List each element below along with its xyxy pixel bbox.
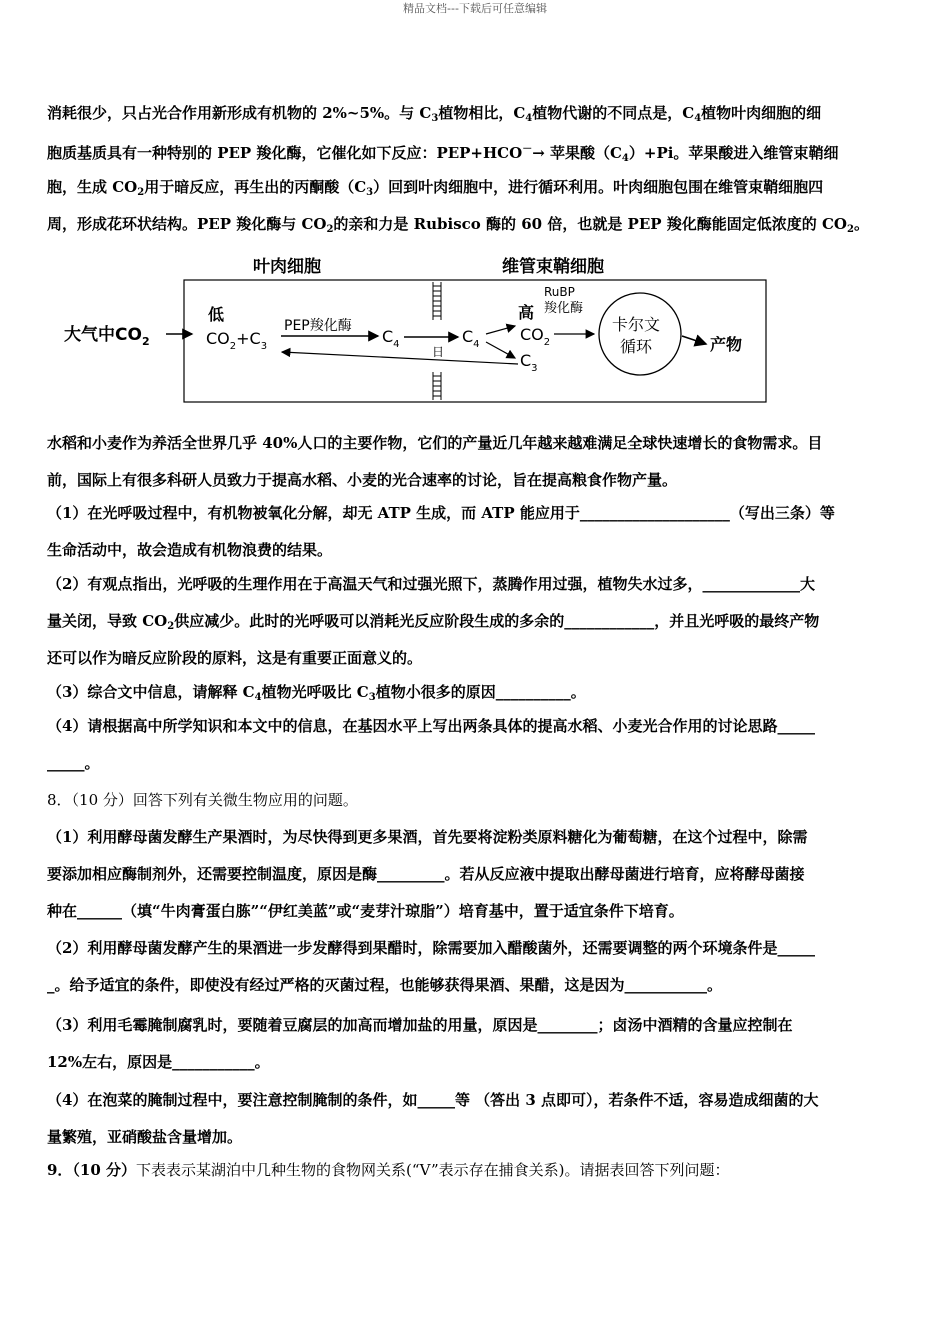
co2-c3-mesophyll: $CO_2+C_3$ bbox=[206, 329, 268, 352]
calvin-label-2: 循环 bbox=[620, 337, 653, 356]
arrow-c3-return bbox=[282, 352, 518, 364]
q8-part2-line-1: （2）利用酵母菌发酵产生的果酒进一步发酵得到果醋时，除需要加入醋酸菌外，还需要调整的两个环境条件是_____ bbox=[47, 939, 815, 957]
intro-line-2: 胞质基质具有一种特别的 PEP 羧化酶，它催化如下反应：PEP+HCO－→ 苹果酸$(C_4)+Pi$。苹果酸进入维管束鞘细 bbox=[47, 144, 839, 164]
label-mesophyll: 叶肉细胞 bbox=[253, 257, 321, 277]
q8-part1-line-1: （1）利用酵母菌发酵生产果酒时，为尽快得到更多果酒，首先要将淀粉类原料糖化为葡萄糖，在这个过程中，除需 bbox=[47, 828, 808, 846]
intro-line-4: 周，形成花环状结构。PEP 羧化酶与 $CO_2$的亲和力是 Rubisco 酶的 60 倍，也就是 PEP 羧化酶能固定低浓度的 $CO_2$。 bbox=[47, 215, 869, 235]
q7-part1-line-2: 生命活动中，故会造成有机物浪费的结果。 bbox=[47, 541, 333, 559]
pep-enzyme-label: PEP羧化酶 bbox=[284, 318, 352, 334]
intro-line-1: 消耗很少，只占光合作用新形成有机物的 2%~5%。与 $C_3$植物相比，$C_4$植物代谢的不同点是，$C_4$植物叶肉细胞的细 bbox=[47, 104, 822, 124]
calvin-label-1: 卡尔文 bbox=[612, 315, 661, 334]
para2-line-1: 水稻和小麦作为养活全世界几乎 40%人口的主要作物，它们的产量近几年越来越难满足全球快速增长的食物需求。目 bbox=[47, 434, 823, 452]
q7-part3: （3）综合文中信息，请解释 $C_4$植物光呼吸比 $C_3$植物小很多的原因__________。 bbox=[47, 683, 586, 703]
arrow-to-product bbox=[682, 336, 706, 344]
intro-line-3: 胞，生成 $CO_2$用于暗反应，再生出的丙酮酸$(C_3)$回到叶肉细胞中，进行循环利用。叶肉细胞包围在维管束鞘细胞四 bbox=[47, 178, 824, 198]
q8-part4-line-1: （4）在泡菜的腌制过程中，要注意控制腌制的条件，如_____等 （答出 3 点即可），若条件不适，容易造成细菌的大 bbox=[47, 1091, 819, 1109]
q7-part2-line-1: （2）有观点指出，光呼吸的生理作用在于高温天气和过强光照下，蒸腾作用过强，植物失水过多，_____________大 bbox=[47, 575, 815, 593]
arrow-to-co2 bbox=[486, 326, 515, 334]
c3-bundle: $C_3$ bbox=[520, 351, 538, 374]
calvin-cycle-circle bbox=[599, 293, 681, 375]
q8-title: 8．（10 分）回答下列有关微生物应用的问题。 bbox=[47, 791, 358, 809]
q8-part1-line-2: 要添加相应酶制剂外，还需要控制温度，原因是酶_________。若从反应液中提取出酵母菌进行培育，应将酵母菌接 bbox=[47, 865, 805, 883]
q9-line: 9．（10 分）下表表示某湖泊中几种生物的食物网关系(“V”表示存在捕食关系)。请据表回答下列问题： bbox=[47, 1161, 730, 1179]
low-label: 低 bbox=[208, 305, 225, 324]
q7-part1-line-1: （1）在光呼吸过程中，有机物被氧化分解，却无 ATP 生成，而 ATP 能应用于____________________（写出三条）等 bbox=[47, 504, 835, 522]
c4-bundle: $C_4$ bbox=[462, 327, 480, 350]
rubp-label: RuBP bbox=[544, 285, 575, 299]
high-label: 高 bbox=[518, 303, 535, 322]
q8-part2-line-2: _。给予适宜的条件，即使没有经过严格的灭菌过程，也能够获得果酒、果醋，这是因为___________。 bbox=[47, 976, 723, 994]
arrow-to-c3 bbox=[486, 342, 515, 358]
q7-part2-line-2: 量关闭，导致 $CO_2$供应减少。此时的光呼吸可以消耗光反应阶段生成的多余的____________，并且光呼吸的最终产物 bbox=[47, 612, 820, 632]
label-bundle-sheath: 维管束鞘细胞 bbox=[502, 257, 604, 277]
q8-part4-line-2: 量繁殖，亚硝酸盐含量增加。 bbox=[47, 1128, 243, 1146]
cell-wall-ladder bbox=[433, 282, 441, 400]
rubp-enzyme-label: 羧化酶 bbox=[544, 301, 584, 316]
q8-part3-line-1: （3）利用毛霉腌制腐乳时，要随着豆腐层的加高而增加盐的用量，原因是________；卤汤中酒精的含量应控制在 bbox=[47, 1016, 793, 1034]
product-label: 产物 bbox=[710, 335, 743, 354]
q8-part1-line-3: 种在______（填“牛肉膏蛋白胨”“伊红美蓝”或“麦芽汁琼脂”）培育基中，置于适宜条件下培育。 bbox=[47, 902, 684, 920]
q7-part2-line-3: 还可以作为暗反应阶段的原料，这是有重要正面意义的。 bbox=[47, 649, 423, 667]
atm-co2-label: 大气中$CO_2$ bbox=[64, 325, 150, 348]
ri-label: 日 bbox=[432, 345, 445, 359]
co2-bundle: $CO_2$ bbox=[520, 325, 551, 348]
q8-part3-line-2: 12%左右，原因是___________。 bbox=[47, 1053, 270, 1071]
page-header: 精品文档---下载后可任意编辑 bbox=[403, 2, 547, 15]
q7-part4-line-2: _____。 bbox=[47, 754, 100, 772]
c4-pathway-diagram bbox=[60, 254, 780, 406]
c4-mesophyll: $C_4$ bbox=[382, 327, 400, 350]
q7-part4-line-1: （4）请根据高中所学知识和本文中的信息，在基因水平上写出两条具体的提高水稻、小麦光合作用的讨论思路_____ bbox=[47, 717, 815, 735]
para2-line-2: 前，国际上有很多科研人员致力于提高水稻、小麦的光合速率的讨论，旨在提高粮食作物产量。 bbox=[47, 471, 678, 489]
